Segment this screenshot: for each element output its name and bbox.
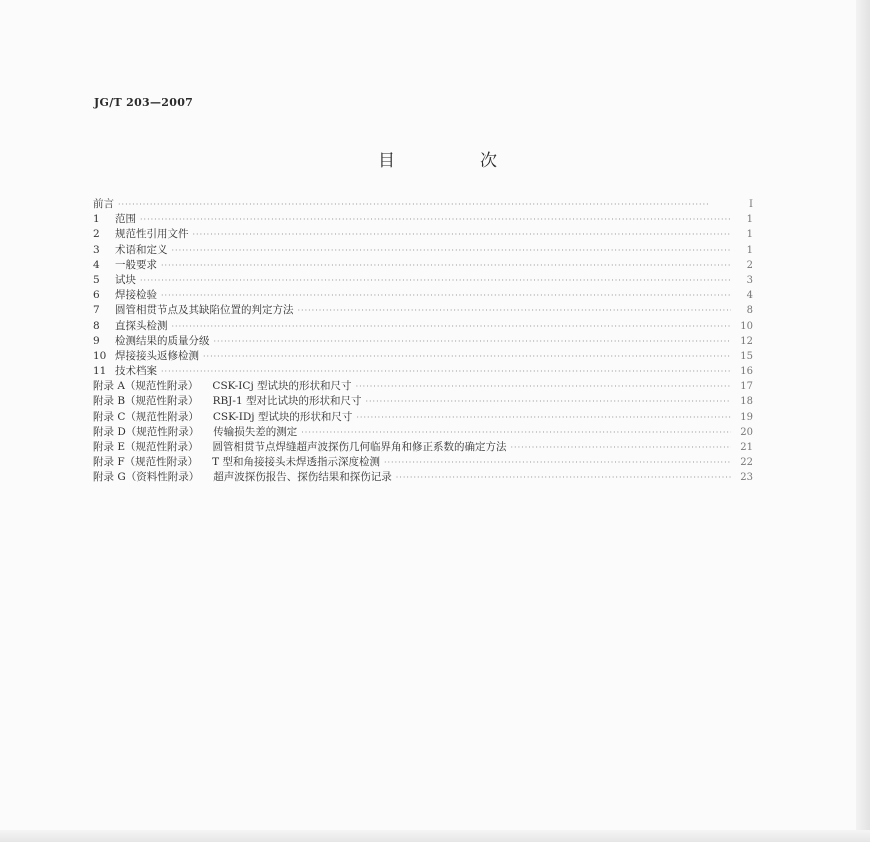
toc-page-number: 1: [746, 214, 753, 226]
toc-entry[interactable]: [93, 258, 753, 273]
appendix-prefix: 附录 A（规范性附录）: [93, 380, 199, 393]
toc-entry[interactable]: [93, 364, 753, 379]
toc-entry-label: 范围: [115, 213, 136, 226]
toc-page-number: 23: [740, 472, 753, 484]
toc-page-number: 2: [746, 259, 753, 271]
table-of-contents: [93, 197, 753, 486]
toc-appendix-entry[interactable]: [93, 425, 753, 440]
toc-entry-number: 5: [93, 273, 100, 286]
toc-page-number: 1: [746, 244, 753, 256]
appendix-label: RBJ-1 型对比试块的形状和尺寸: [212, 395, 362, 408]
toc-entry-label: 技术档案: [115, 365, 157, 378]
toc-page-number: 18: [740, 396, 753, 408]
toc-entry-label: 规范性引用文件: [115, 228, 189, 241]
toc-entry-number: 10: [93, 349, 107, 362]
toc-page-number: 22: [740, 457, 753, 469]
toc-page-number: 20: [740, 426, 753, 438]
page-edge-right: [856, 0, 870, 842]
toc-entry-label: 焊接检验: [115, 289, 157, 302]
toc-leader: [172, 243, 732, 258]
toc-title: 目 次: [378, 151, 531, 171]
toc-entry-number: 7: [93, 304, 100, 317]
appendix-prefix: 附录 G（资料性附录）: [93, 471, 200, 484]
toc-page-number: 12: [740, 335, 753, 347]
toc-entry-label: 直探头检测: [115, 319, 168, 332]
toc-entry-label: 焊接接头返修检测: [115, 349, 199, 362]
toc-leader: [161, 364, 731, 379]
toc-entry-number: 4: [93, 258, 100, 271]
toc-entry[interactable]: [93, 349, 753, 364]
toc-page-number: 15: [740, 350, 753, 362]
toc-entry[interactable]: [93, 243, 753, 258]
toc-entry[interactable]: [93, 319, 753, 334]
appendix-label: T 型和角接接头未焊透指示深度检测: [212, 456, 380, 469]
toc-appendix-entry[interactable]: [93, 455, 753, 470]
toc-leader: [356, 379, 731, 394]
toc-entry[interactable]: [93, 334, 753, 349]
toc-entry-number: 1: [93, 213, 100, 226]
toc-appendix-entry[interactable]: [93, 379, 753, 394]
toc-page-number: 19: [740, 411, 753, 423]
toc-leader: [140, 273, 731, 288]
toc-entry[interactable]: [93, 212, 753, 227]
toc-entry-label: 检测结果的质量分级: [115, 334, 210, 347]
toc-page-number: 17: [740, 381, 753, 393]
toc-leader: [511, 440, 731, 455]
toc-entry-number: 2: [93, 228, 100, 241]
toc-entry-label: 前言: [93, 198, 114, 210]
toc-appendix-entry[interactable]: [93, 470, 753, 485]
toc-page-number: 8: [746, 305, 753, 317]
toc-entry-label: 圆管相贯节点及其缺陷位置的判定方法: [115, 304, 294, 317]
toc-leader: [172, 319, 732, 334]
appendix-prefix: 附录 B（规范性附录）: [93, 395, 199, 408]
toc-appendix-entry[interactable]: [93, 440, 753, 455]
appendix-prefix: 附录 D（规范性附录）: [93, 425, 200, 438]
toc-entry[interactable]: [93, 273, 753, 288]
toc-leader: [356, 410, 731, 425]
toc-leader: [161, 288, 731, 303]
toc-page-number: 16: [740, 366, 753, 378]
toc-leader: [301, 425, 731, 440]
toc-leader: [203, 349, 731, 364]
appendix-label: CSK-ⅠCj 型试块的形状和尺寸: [212, 380, 352, 393]
appendix-label: 圆管相贯节点焊缝超声波探伤几何临界角和修正系数的确定方法: [212, 441, 507, 453]
toc-leader: [140, 212, 731, 227]
toc-leader: [298, 303, 732, 318]
standard-code: JG/T 203—2007: [94, 96, 194, 109]
toc-leader: [214, 334, 732, 349]
toc-page-number: 3: [746, 274, 753, 286]
toc-entry-label: 术语和定义: [115, 243, 168, 256]
toc-entry-number: 9: [93, 334, 100, 347]
toc-page-number: 4: [746, 290, 753, 302]
toc-leader: [365, 394, 731, 409]
toc-entry[interactable]: [93, 303, 753, 318]
toc-appendix-entry[interactable]: [93, 394, 753, 409]
toc-leader: [384, 455, 731, 470]
toc-entry[interactable]: [93, 288, 753, 303]
toc-entry[interactable]: [93, 197, 753, 212]
toc-page-number: 21: [740, 442, 753, 453]
toc-appendix-entry[interactable]: [93, 410, 753, 425]
appendix-label: 超声波探伤报告、探伤结果和探伤记录: [213, 471, 392, 484]
toc-page-number: Ⅰ: [749, 199, 753, 210]
toc-leader: [118, 197, 731, 212]
toc-entry[interactable]: [93, 227, 753, 242]
appendix-prefix: 附录 C（规范性附录）: [93, 410, 199, 423]
appendix-prefix: 附录 E（规范性附录）: [93, 441, 199, 453]
toc-page-number: 1: [746, 229, 753, 241]
page-edge-bottom: [0, 830, 870, 842]
toc-entry-number: 6: [93, 289, 100, 302]
toc-entry-number: 3: [93, 243, 100, 256]
toc-leader: [161, 258, 731, 273]
toc-leader: [193, 227, 732, 242]
toc-entry-label: 一般要求: [115, 258, 157, 271]
appendix-prefix: 附录 F（规范性附录）: [93, 456, 199, 469]
toc-entry-label: 试块: [115, 273, 136, 286]
toc-entry-number: 8: [93, 319, 100, 332]
toc-leader: [396, 470, 731, 485]
toc-entry-number: 11: [93, 365, 107, 378]
appendix-label: CSK-ⅠDj 型试块的形状和尺寸: [212, 410, 353, 423]
toc-page-number: 10: [740, 320, 753, 332]
appendix-label: 传输损失差的测定: [213, 425, 298, 438]
